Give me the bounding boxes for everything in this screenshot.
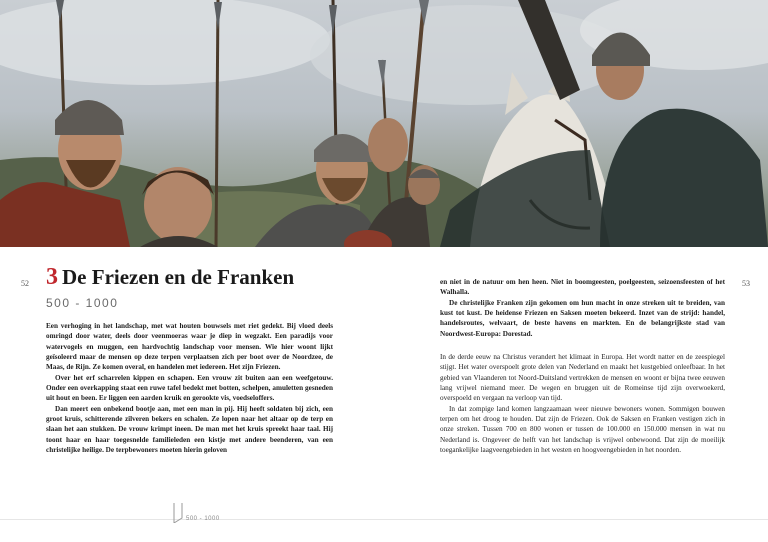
paragraph: Dan meert een onbekend bootje aan, met een man in pij. Hij heeft soldaten bij zich, een groot kruis, schitterende zilveren bekers en schalen. Ze lopen naar het altaar op de terp en slaan het aan stukken. De vrouw krimpt ineen. De man met het kruis spreekt haar taal. Hij toont haar en haar toegesnelde familieleden een kistje met andere beenderen, van een christelijke heilige. De terpbewoners moeten hierin geloven <box>46 404 333 455</box>
chapter-subtitle: 500 - 1000 <box>46 296 119 310</box>
paragraph: Over het erf scharrelen kippen en schapen. Een vrouw zit buiten aan een weefgetouw. Onder een overkapping staat een ruwe tafel bedekt met botten, schelpen, amuletten gesneden uit hout en been. Er liggen een aarden kruik en gerookte vis, voedseloffers. <box>46 373 333 403</box>
left-column-text <box>46 321 333 455</box>
paragraph: In de derde eeuw na Christus verandert het klimaat in Europa. Het wordt natter en de zeespiegel stijgt. Het water overspoelt grote delen van Nederland en maakt het kustgebied onleefbaar. In het gebied van Vlaanderen tot Noord-Duitsland vertrekken de mensen en woont er bijna twee eeuwen lang vrijwel niemand meer. De wegen en bruggen uit de Romeinse tijd zijn overwoekerd, overspoeld en vergaan na verloop van tijd. <box>440 353 725 403</box>
footer-marker-icon <box>173 503 183 523</box>
paragraph: en niet in de natuur om hen heen. Niet in boomgeesten, poelgeesten, seizoensfeesten of het Walhalla. <box>440 278 725 297</box>
paragraph: De christelijke Franken zijn gekomen om hun macht in onze streken uit te breiden, van kust tot kust. De heidense Friezen en Saksen moeten bekeerd. Inzet van de strijd: handel, handelsroutes, welvaart, de beste havens en markten. En de belangrijkste stad van Noordwest-Europa: Dorestad. <box>440 298 725 338</box>
paragraph: Een verhoging in het landschap, met wat houten bouwsels met riet gedekt. Bij vloed deels omringd door water, deels door veenmoeras waar je diep in wegzakt. Een paradijs voor watervogels en muggen, een hardvochtig landschap voor mensen. Wie hier woont lijkt geïsoleerd maar de mensen op deze terpen verplaatsen zich per boot over de Noordzee, de Maas, de Rijn. Ze komen overal, en handelen met iedereen. Het zijn Friezen. <box>46 322 333 372</box>
right-column-intro <box>440 277 725 339</box>
page-number-left: 52 <box>21 279 29 288</box>
footer-divider <box>0 519 768 520</box>
chapter-photo <box>0 0 768 247</box>
paragraph: In dat zompige land komen langzaamaan weer nieuwe bewoners wonen. Sommigen bouwen terpen om het droog te houden. Dat zijn de Friezen. Ook de Saksen en Franken vestigen zich in onze streken. Tussen 700 en 800 wonen er tussen de 100.000 en 150.000 mensen in wat nu Nederland is. Ongeveer de helft van het landschap is vrijwel onbewoond. Dat zijn de moeilijk toegankelijke laagveengebieden in het westen en hoogveengebieden in het noorden. <box>440 404 725 455</box>
chapter-number: 3 <box>46 264 58 290</box>
footer-running-head: 500 - 1000 <box>186 516 220 522</box>
right-column-text <box>440 352 725 455</box>
page-number-right: 53 <box>742 279 750 288</box>
warriors-photo-illustration <box>0 0 768 247</box>
chapter-heading <box>46 264 346 291</box>
chapter-title: De Friezen en de Franken <box>62 265 295 289</box>
